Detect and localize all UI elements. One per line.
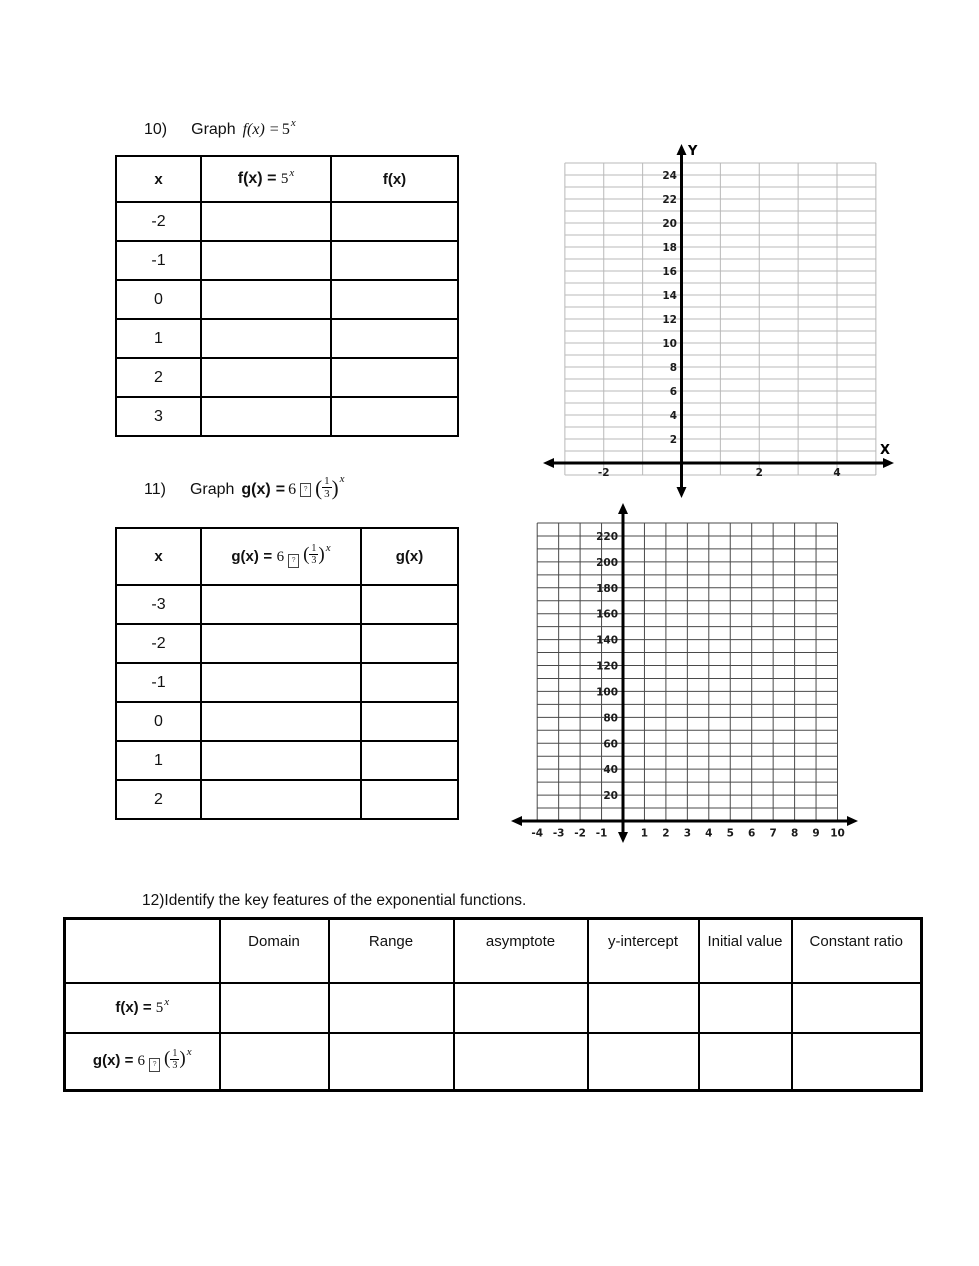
svg-text:2: 2 [669, 434, 677, 446]
table-row [116, 663, 458, 702]
open-paren: ( [303, 543, 310, 565]
fraction-one-third: $\frac{1}{3}$ [172, 1048, 178, 1072]
x-value-cell: 2 [116, 780, 201, 819]
header-x: x [116, 528, 201, 585]
table-10-header-row [116, 156, 458, 202]
x-value-cell: -2 [116, 624, 201, 663]
svg-text:6: 6 [669, 386, 677, 398]
close-paren: ) [331, 476, 339, 501]
answer-cell [201, 241, 331, 280]
svg-text:10: 10 [830, 827, 845, 840]
header-formula-f: f(x) = 5$^x$ [201, 156, 331, 202]
table-row [116, 280, 458, 319]
answer-cell [792, 1033, 922, 1091]
table-row-f [65, 983, 922, 1033]
svg-text:220: 220 [596, 530, 618, 543]
svg-text:22: 22 [662, 194, 677, 206]
missing-glyph-box: ? [149, 1058, 160, 1072]
svg-text:24: 24 [662, 170, 677, 182]
svg-text:18: 18 [662, 242, 677, 254]
svg-text:12: 12 [662, 314, 677, 326]
answer-cell [588, 983, 699, 1033]
svg-text:20: 20 [603, 790, 618, 803]
header-gx: g(x) [361, 528, 458, 585]
table-problem-11 [115, 527, 459, 820]
graph-11-coordinate-grid [500, 496, 979, 852]
svg-text:3: 3 [683, 827, 692, 840]
svg-text:-2: -2 [597, 467, 610, 479]
svg-text:Y: Y [688, 144, 698, 159]
answer-cell [699, 1033, 792, 1091]
svg-text:200: 200 [596, 556, 618, 569]
header-range: Range [329, 919, 454, 983]
answer-cell [220, 983, 329, 1033]
open-paren: ( [315, 476, 323, 501]
svg-text:-2: -2 [574, 827, 586, 840]
x-value-cell: 0 [116, 702, 201, 741]
x-value-cell: 1 [116, 319, 201, 358]
answer-cell [792, 983, 922, 1033]
problem-10-title [144, 117, 296, 139]
header-y-intercept: y-intercept [588, 919, 699, 983]
svg-text:2: 2 [662, 827, 670, 840]
svg-text:7: 7 [769, 827, 777, 840]
table-row [116, 585, 458, 624]
svg-text:60: 60 [603, 738, 618, 751]
fraction-one-third: $\frac{1}{3}$ [324, 475, 330, 501]
table-row [116, 358, 458, 397]
answer-cell [201, 702, 361, 741]
problem-10-number: 10) [144, 121, 168, 138]
answer-cell [329, 983, 454, 1033]
answer-cell [699, 983, 792, 1033]
header-domain: Domain [220, 919, 329, 983]
svg-text:80: 80 [603, 712, 618, 725]
answer-cell [331, 241, 458, 280]
row-label-g: g(x) = 6 ? ( $\frac{1}{3}$ )$^x$ [65, 1033, 220, 1091]
answer-cell [331, 280, 458, 319]
svg-text:5: 5 [726, 827, 734, 840]
answer-cell [331, 397, 458, 436]
close-paren: ) [318, 543, 325, 565]
svg-text:140: 140 [596, 634, 618, 647]
table-12-header-row [65, 919, 922, 983]
svg-text:20: 20 [662, 218, 677, 230]
answer-cell [588, 1033, 699, 1091]
svg-text:16: 16 [662, 266, 677, 278]
svg-text:40: 40 [603, 764, 618, 777]
formula-g-coeff: 6 [288, 480, 297, 498]
answer-cell [454, 983, 588, 1033]
svg-text:120: 120 [596, 660, 618, 673]
answer-cell [201, 358, 331, 397]
table-row [116, 702, 458, 741]
answer-cell [201, 397, 331, 436]
answer-cell [201, 624, 361, 663]
x-value-cell: -2 [116, 202, 201, 241]
answer-cell [361, 585, 458, 624]
formula-g-exponent: x [339, 472, 345, 485]
svg-text:4: 4 [833, 467, 841, 479]
table-11-header-row [116, 528, 458, 585]
table-row [116, 397, 458, 436]
svg-text:-1: -1 [595, 827, 608, 840]
formula-f-base: 5 [281, 121, 290, 138]
problem-12-number: 12) [142, 892, 165, 909]
answer-cell [361, 741, 458, 780]
table-row [116, 319, 458, 358]
svg-text:8: 8 [669, 362, 677, 374]
problem-11-title [144, 472, 345, 502]
svg-text:100: 100 [596, 686, 618, 699]
svg-text:4: 4 [669, 410, 677, 422]
problem-11-number: 11) [144, 480, 166, 498]
answer-cell [201, 319, 331, 358]
table-row [116, 241, 458, 280]
missing-glyph-box: ? [300, 483, 311, 497]
answer-cell [201, 280, 331, 319]
formula-f-name: f(x) [242, 121, 265, 138]
table-row [116, 202, 458, 241]
answer-cell [361, 780, 458, 819]
table-row [116, 780, 458, 819]
svg-text:X: X [880, 443, 891, 458]
answer-cell [329, 1033, 454, 1091]
row-label-f: f(x) = 5$^x$ [65, 983, 220, 1033]
problem-11-verb: Graph [189, 480, 235, 498]
table-row-g [65, 1033, 922, 1091]
answer-cell [220, 1033, 329, 1091]
missing-glyph-box: ? [288, 554, 299, 568]
x-value-cell: -3 [116, 585, 201, 624]
table-problem-10 [115, 155, 459, 437]
x-value-cell: -1 [116, 241, 201, 280]
svg-text:9: 9 [812, 827, 820, 840]
x-value-cell: -1 [116, 663, 201, 702]
formula-f-equals: = [269, 121, 279, 138]
svg-text:160: 160 [596, 608, 618, 621]
svg-text:1: 1 [640, 827, 649, 840]
table-row [116, 741, 458, 780]
table-problem-12 [63, 917, 923, 1092]
x-value-cell: 2 [116, 358, 201, 397]
answer-cell [454, 1033, 588, 1091]
answer-cell [201, 741, 361, 780]
svg-text:-3: -3 [552, 827, 565, 840]
problem-12-title [142, 892, 526, 910]
header-x: x [116, 156, 201, 202]
svg-text:2: 2 [755, 467, 763, 479]
header-formula-g: g(x) = 6 ? ( $\frac{1}{3}$ )$^x$ [201, 528, 361, 585]
formula-g-equals: = [275, 480, 286, 498]
header-constant-ratio: Constant ratio [792, 919, 922, 983]
svg-text:180: 180 [596, 582, 618, 595]
header-fx: f(x) [331, 156, 458, 202]
svg-text:8: 8 [790, 827, 799, 840]
answer-cell [361, 624, 458, 663]
answer-cell [201, 780, 361, 819]
close-paren: ) [179, 1048, 186, 1070]
svg-text:14: 14 [662, 290, 677, 302]
svg-text:-4: -4 [531, 827, 544, 840]
problem-12-text: Identify the key features of the exponential functions. [164, 892, 527, 909]
problem-10-verb: Graph [191, 121, 236, 138]
fraction-one-third: $\frac{1}{3}$ [311, 543, 317, 567]
x-value-cell: 1 [116, 741, 201, 780]
answer-cell [331, 358, 458, 397]
svg-text:4: 4 [705, 827, 713, 840]
formula-g-name: g(x) [241, 480, 271, 498]
open-paren: ( [164, 1048, 171, 1070]
svg-text:10: 10 [662, 338, 677, 350]
answer-cell [361, 663, 458, 702]
answer-cell [331, 319, 458, 358]
table-row [116, 624, 458, 663]
answer-cell [331, 202, 458, 241]
answer-cell [201, 585, 361, 624]
x-value-cell: 0 [116, 280, 201, 319]
answer-cell [361, 702, 458, 741]
formula-f-exponent: x [290, 117, 296, 129]
header-asymptote: asymptote [454, 919, 588, 983]
corner-cell [65, 919, 220, 983]
svg-text:6: 6 [748, 827, 756, 840]
answer-cell [201, 202, 331, 241]
graph-10-coordinate-grid [540, 128, 979, 503]
x-value-cell: 3 [116, 397, 201, 436]
answer-cell [201, 663, 361, 702]
header-initial-value: Initial value [699, 919, 792, 983]
